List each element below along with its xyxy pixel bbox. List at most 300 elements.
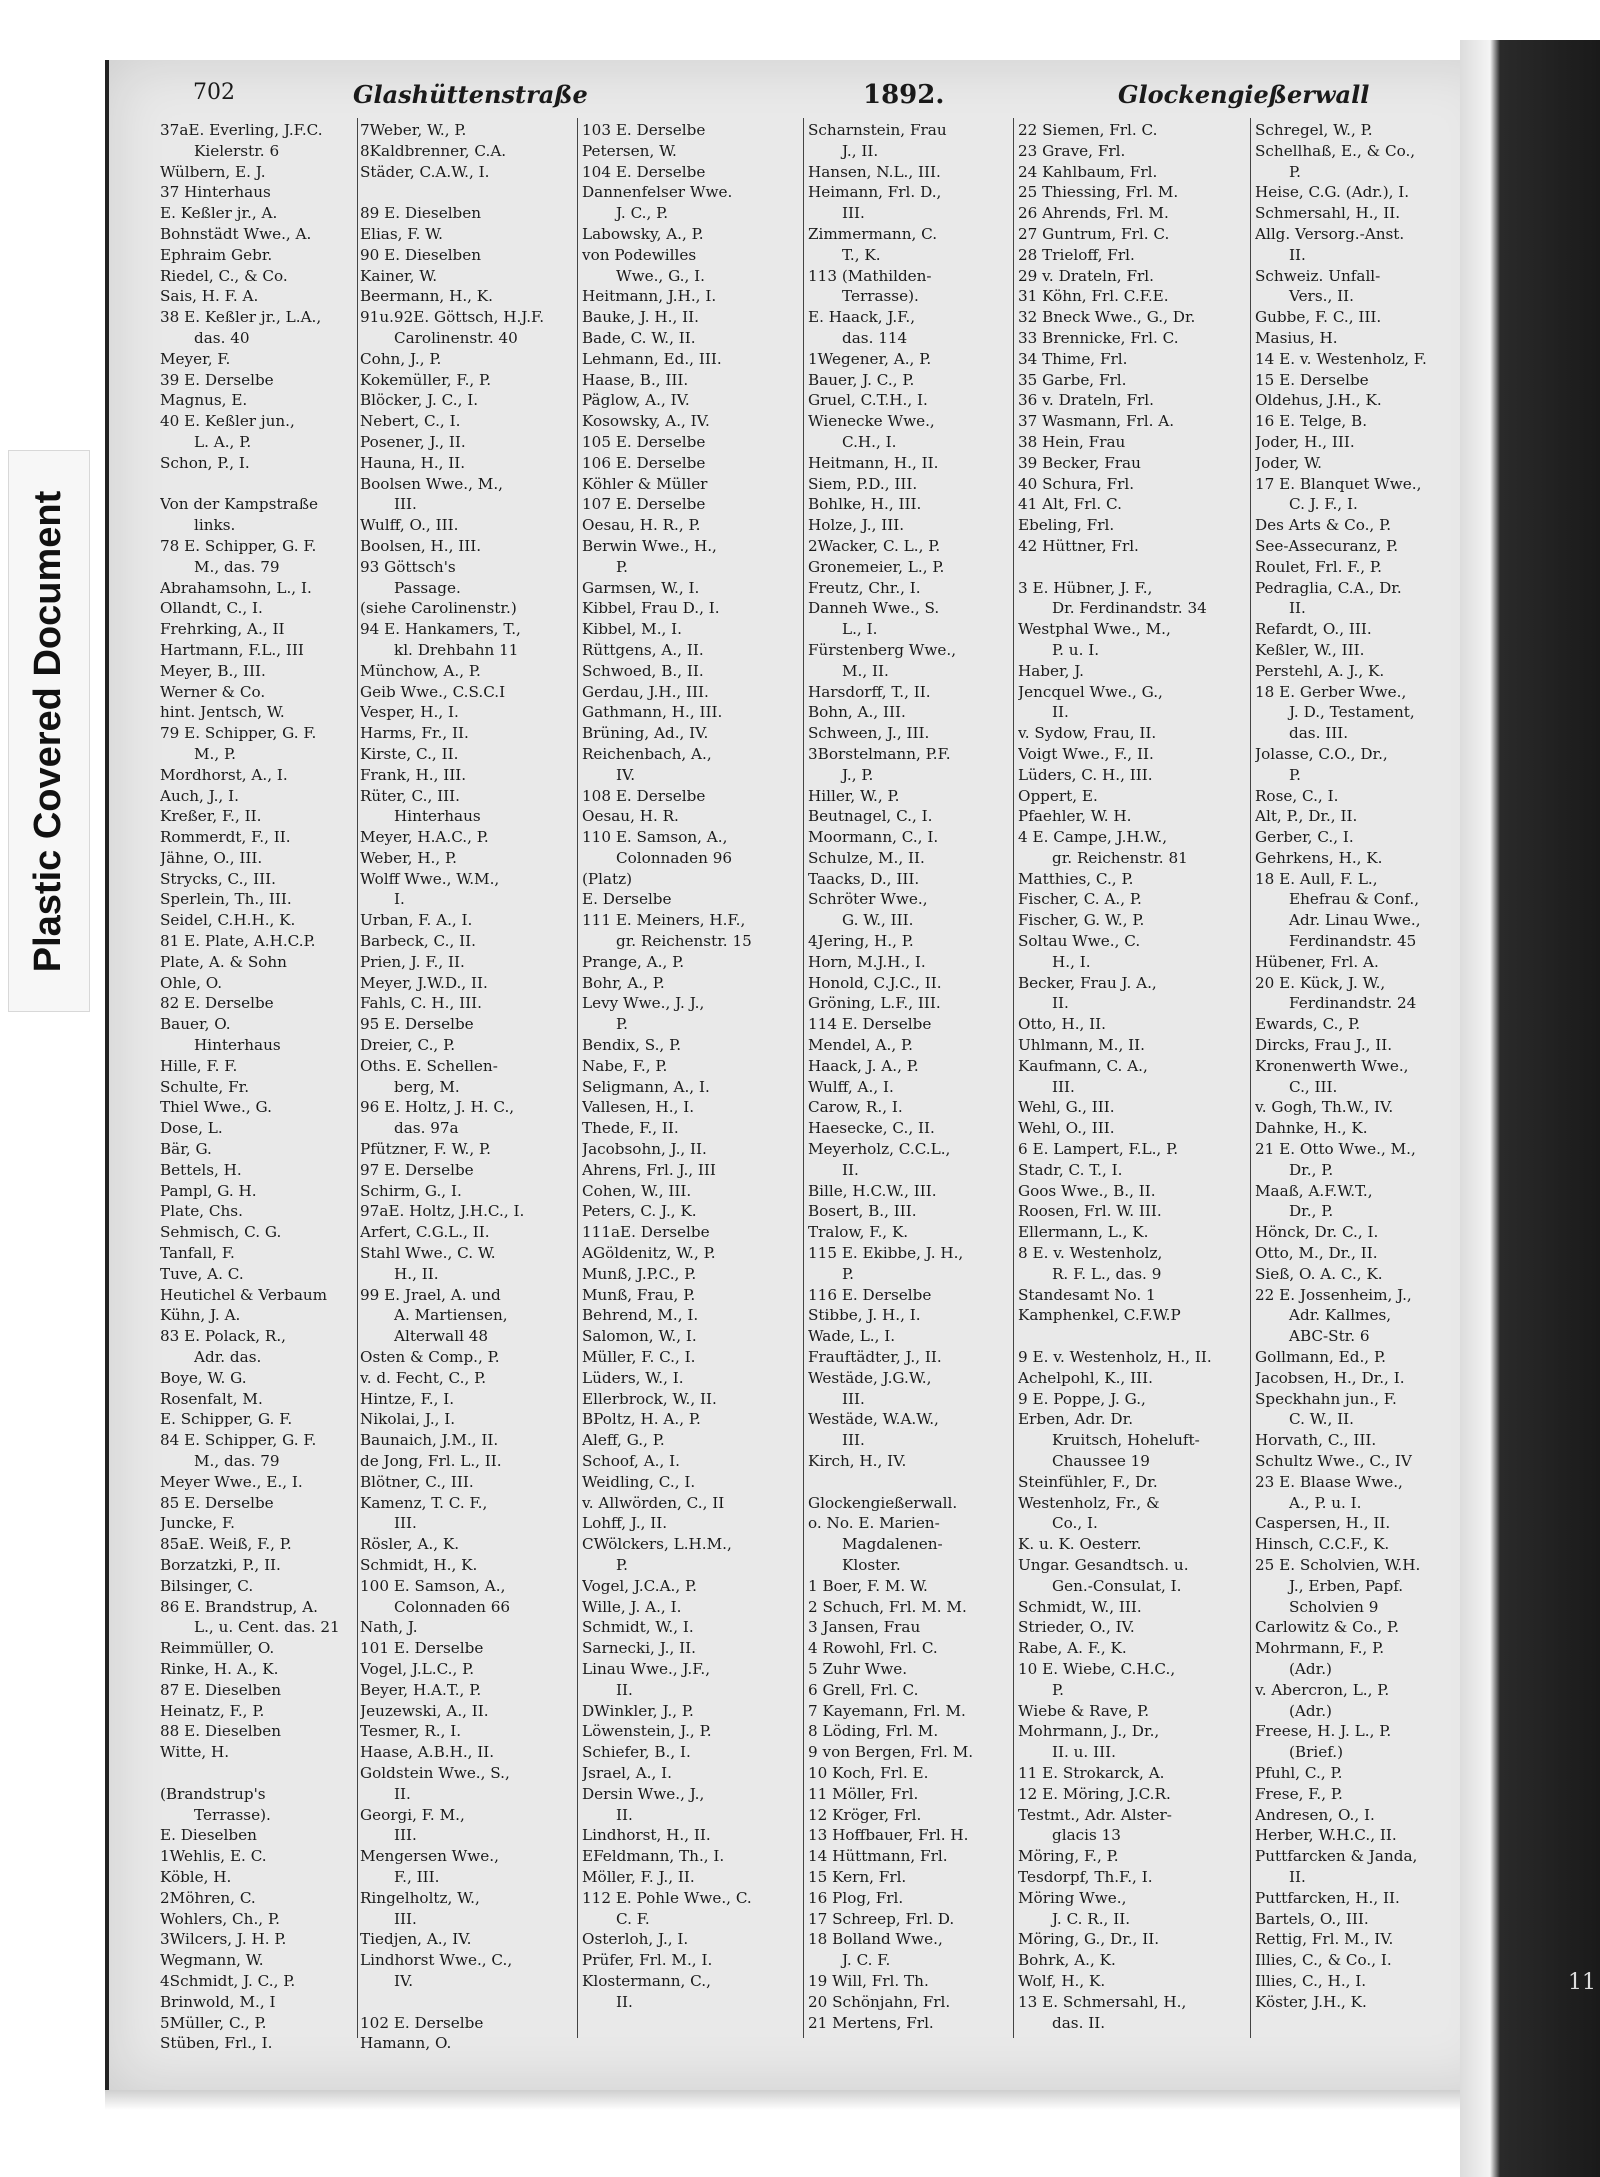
directory-entry-line: Ellerbrock, W., II. (582, 1389, 717, 1408)
directory-entry-line: 21 Mertens, Frl. (808, 2013, 934, 2032)
directory-entry-line: J. C. R., II. (1052, 1909, 1131, 1928)
directory-entry-line: 97 E. Derselbe (360, 1160, 474, 1179)
directory-entry-line: Des Arts & Co., P. (1255, 516, 1392, 535)
directory-entry-line: Wehl, O., III. (1018, 1119, 1115, 1138)
directory-entry-line: Labowsky, A., P. (582, 224, 704, 243)
directory-entry-line: Pfützner, F. W., P. (360, 1140, 491, 1159)
right-edge-number: 11 (1568, 1970, 1596, 1995)
directory-entry-line: II. (1289, 245, 1306, 264)
directory-column-4 (808, 120, 1010, 2033)
directory-entry-line: 28 Trieloff, Frl. (1018, 245, 1135, 264)
directory-entry-line: Gröning, L.F., III. (808, 994, 941, 1013)
directory-entry-line: Alt, P., Dr., II. (1255, 807, 1358, 826)
directory-entry-line: 16 Plog, Frl. (808, 1888, 904, 1907)
directory-entry-line: Lüders, C. H., III. (1018, 765, 1153, 784)
directory-entry-line: Löwenstein, J., P. (582, 1722, 712, 1741)
directory-entry-line: Hartmann, F.L., III (160, 640, 304, 659)
directory-entry-line: Behrend, M., I. (582, 1306, 699, 1325)
directory-entry-line: Harsdorff, T., II. (808, 682, 931, 701)
directory-entry-line: Dr., P. (1289, 1202, 1334, 1221)
directory-entry-line: 19 Will, Frl. Th. (808, 1971, 929, 1990)
directory-entry-line: Schmidt, W., I. (582, 1618, 694, 1637)
directory-entry-line: (Brief.) (1289, 1743, 1344, 1762)
directory-entry-line: Sehmisch, C. G. (160, 1223, 282, 1242)
directory-entry-line: Blötner, C., III. (360, 1472, 474, 1491)
page-number: 702 (193, 80, 235, 105)
directory-entry-line: Dose, L. (160, 1119, 223, 1138)
directory-entry-line: Taacks, D., III. (808, 869, 920, 888)
directory-entry-line: Päglow, A., IV. (582, 391, 690, 410)
directory-entry-line: 10 Koch, Frl. E. (808, 1763, 929, 1782)
directory-entry-line: Bartels, O., III. (1255, 1909, 1369, 1928)
directory-entry-line: E. Schipper, G. F. (160, 1410, 293, 1429)
directory-entry-line: II. (1289, 599, 1306, 618)
directory-entry-line: 100 E. Samson, A., (360, 1576, 506, 1595)
column-rule (1013, 118, 1014, 2038)
directory-entry-line: Elias, F. W. (360, 224, 443, 243)
directory-entry-line: Vogel, J.C.A., P. (582, 1576, 697, 1595)
directory-entry-line: 18 Bolland Wwe., (808, 1930, 943, 1949)
directory-entry-line: Gerdau, J.H., III. (582, 682, 709, 701)
directory-entry-line: II. (616, 1992, 633, 2011)
directory-entry-line: Rinke, H. A., K. (160, 1659, 279, 1678)
directory-entry-line: 104 E. Derselbe (582, 162, 706, 181)
directory-entry-line: 12 E. Möring, J.C.R. (1018, 1784, 1171, 1803)
directory-entry-line: Dannenfelser Wwe. (582, 183, 733, 202)
directory-entry-line: 9 E. v. Westenholz, H., II. (1018, 1348, 1212, 1367)
page-header (193, 80, 1370, 116)
directory-entry-line: Borzatzki, P., II. (160, 1555, 281, 1574)
directory-entry-line: Carlowitz & Co., P. (1255, 1618, 1400, 1637)
directory-entry-line: Kirch, H., IV. (808, 1452, 907, 1470)
directory-entry-line: III. (394, 1514, 417, 1533)
directory-entry-line: P. (1289, 162, 1301, 181)
directory-entry-line: Thede, F., II. (582, 1119, 679, 1138)
directory-entry-line: das. 40 (194, 328, 250, 347)
directory-entry-line: Städer, C.A.W., I. (360, 162, 490, 181)
column-rule (1250, 118, 1251, 2038)
directory-entry-line: Linau Wwe., J.F., (582, 1659, 711, 1678)
directory-entry-line: 93 Göttsch's (360, 557, 456, 576)
directory-entry-line: Lehmann, Ed., III. (582, 349, 722, 368)
directory-entry-line: 22 E. Jossenheim, J., (1255, 1285, 1412, 1304)
directory-entry-line: Sieß, O. A. C., K. (1255, 1264, 1383, 1283)
directory-entry-line: Jolasse, C.O., Dr., (1255, 744, 1388, 763)
directory-entry-line: I. (394, 890, 405, 909)
directory-entry-line: L. A., P. (194, 432, 252, 451)
directory-entry-line: 9 von Bergen, Frl. M. (808, 1743, 974, 1762)
directory-entry-line: Levy Wwe., J. J., (582, 994, 705, 1013)
directory-entry-line: Auch, J., I. (160, 786, 239, 805)
directory-entry-line: Colonnaden 66 (394, 1597, 511, 1616)
directory-entry-line: Haase, A.B.H., II. (360, 1743, 495, 1762)
directory-entry-line: Colonnaden 96 (616, 848, 733, 867)
directory-entry-line: 3Wilcers, J. H. P. (160, 1930, 287, 1949)
directory-entry-line: 25 E. Scholvien, W.H. (1255, 1555, 1421, 1574)
directory-entry-line: M., das. 79 (194, 557, 280, 576)
directory-entry-line: IV. (616, 765, 636, 784)
directory-entry-line: Allg. Versorg.-Anst. (1255, 224, 1405, 243)
directory-entry-line: Kamenz, T. C. F., (360, 1493, 488, 1512)
directory-entry-line: Ollandt, C., I. (160, 599, 263, 618)
directory-entry-line: 38 E. Keßler jr., L.A., (160, 308, 322, 327)
right-page-edge (1460, 40, 1600, 2177)
directory-entry-line: Oths. E. Schellen- (360, 1056, 498, 1075)
directory-entry-line: Zimmermann, C. (808, 224, 938, 243)
directory-entry-line: Meyer, H.A.C., P. (360, 828, 489, 847)
directory-entry-line: 84 E. Schipper, G. F. (160, 1431, 317, 1450)
directory-entry-line: Rüttgens, A., II. (582, 640, 704, 659)
directory-entry-line: Lindhorst Wwe., C., (360, 1951, 513, 1970)
directory-entry-line: Thiel Wwe., G. (160, 1098, 272, 1117)
directory-entry-line: Müller, F. C., I. (582, 1348, 696, 1367)
directory-entry-line: 4 E. Campe, J.H.W., (1018, 828, 1168, 847)
directory-entry-line: III. (842, 204, 865, 223)
directory-entry-line: (Adr.) (1289, 1701, 1332, 1720)
directory-entry-line (160, 474, 348, 495)
directory-entry-line: 91u.92E. Göttsch, H.J.F. (360, 308, 545, 327)
directory-entry-line: M., das. 79 (194, 1452, 280, 1470)
directory-entry-line: Riedel, C., & Co. (160, 266, 288, 285)
directory-entry-line: Frese, F., P. (1255, 1784, 1343, 1803)
directory-entry-line: Aleff, G., P. (582, 1431, 665, 1450)
directory-entry-line: Kainer, W. (360, 266, 438, 285)
directory-entry-line: Cohn, J., P. (360, 349, 442, 368)
directory-entry-line: Harms, Fr., II. (360, 724, 469, 743)
directory-entry-line: Lohff, J., II. (582, 1514, 668, 1533)
directory-entry-line: Haack, J. A., P. (808, 1056, 919, 1075)
directory-entry-line: Voigt Wwe., F., II. (1018, 744, 1154, 763)
directory-entry-line: 94 E. Hankamers, T., (360, 620, 521, 639)
directory-entry-line: 37 Wasmann, Frl. A. (1018, 412, 1175, 431)
directory-entry-line: de Jong, Frl. L., II. (360, 1452, 502, 1470)
directory-entry-line: 39 Becker, Frau (1018, 453, 1141, 472)
directory-entry-line: III. (1052, 1077, 1075, 1096)
directory-entry-line: 2Wacker, C. L., P. (808, 536, 941, 555)
directory-entry-line: Carolinenstr. 40 (394, 328, 518, 347)
directory-entry-line: 115 E. Ekibbe, J. H., (808, 1244, 964, 1263)
directory-entry-line: Pampl, G. H. (160, 1181, 257, 1200)
directory-entry-line: Bohnstädt Wwe., A. (160, 224, 312, 243)
directory-entry-line: C. W., II. (1289, 1410, 1354, 1429)
directory-entry-line: Ebeling, Frl. (1018, 516, 1115, 535)
directory-entry-line: Hauna, H., II. (360, 453, 466, 472)
directory-entry-line: Ewards, C., P. (1255, 1015, 1361, 1034)
directory-entry-line: Oesau, H. R., P. (582, 516, 701, 535)
directory-entry-line: Urban, F. A., I. (360, 911, 473, 930)
directory-entry-line: E. Derselbe (582, 890, 672, 909)
directory-entry-line: 34 Thime, Frl. (1018, 349, 1128, 368)
directory-entry-line: Horvath, C., III. (1255, 1431, 1377, 1450)
directory-entry-line: Von der Kampstraße (160, 495, 318, 514)
directory-entry-line: DWinkler, J., P. (582, 1701, 694, 1720)
directory-entry-line: Matthies, C., P. (1018, 869, 1134, 888)
directory-entry-line: Köhler & Müller (582, 474, 708, 493)
directory-entry-line: Meyer, F. (160, 349, 231, 368)
directory-entry-line: Schmidt, W., III. (1018, 1597, 1142, 1616)
directory-entry-line: Pedraglia, C.A., Dr. (1255, 578, 1402, 597)
directory-entry-line: Danneh Wwe., S. (808, 599, 940, 618)
directory-entry-line: 22 Siemen, Frl. C. (1018, 121, 1158, 139)
directory-entry-line: Horn, M.J.H., I. (808, 952, 926, 971)
directory-entry-line: Hille, F. F. (160, 1056, 238, 1075)
directory-entry-line: Kronenwerth Wwe., (1255, 1056, 1409, 1075)
directory-entry-line: CWölckers, L.H.M., (582, 1535, 732, 1554)
directory-entry-line: Schulze, M., II. (808, 848, 925, 867)
directory-entry-line: Bauer, O. (160, 1015, 231, 1034)
directory-entry-line: IV. (394, 1971, 414, 1990)
directory-entry-line: Heutichel & Verbaum (160, 1285, 328, 1304)
directory-entry-line: Osterloh, J., I. (582, 1930, 689, 1949)
directory-entry-line: Adr. Kallmes, (1289, 1306, 1392, 1325)
directory-entry-line: H., II. (394, 1264, 439, 1283)
directory-entry-line: Alterwall 48 (394, 1327, 489, 1346)
directory-entry-line: Wolf, H., K. (1018, 1971, 1106, 1990)
directory-entry-line: Sperlein, Th., III. (160, 890, 292, 909)
directory-entry-line: Hansen, N.L., III. (808, 162, 941, 181)
directory-entry-line: Haase, B., III. (582, 370, 689, 389)
directory-entry-line: Stahl Wwe., C. W. (360, 1244, 496, 1263)
directory-entry-line: 6 Grell, Frl. C. (808, 1680, 919, 1699)
directory-entry-line: E. Haack, J.F., (808, 308, 916, 327)
directory-entry-line: 4Schmidt, J. C., P. (160, 1971, 296, 1990)
directory-entry-line: Otto, H., II. (1018, 1015, 1107, 1034)
directory-entry-line: Kokemüller, F., P. (360, 370, 492, 389)
directory-entry-line: 1Wehlis, E. C. (160, 1847, 267, 1866)
directory-entry-line: Hinterhaus (394, 807, 481, 826)
directory-entry-line: Georgi, F. M., (360, 1805, 465, 1824)
directory-entry-line: o. No. E. Marien- (808, 1514, 940, 1533)
directory-entry-line: 85 E. Derselbe (160, 1493, 274, 1512)
directory-entry-line: 20 E. Kück, J. W., (1255, 973, 1386, 992)
directory-entry-line: Wade, L., I. (808, 1327, 896, 1346)
directory-entry-line: 113 (Mathilden- (808, 266, 932, 285)
directory-entry-line: Terrasse). (842, 287, 919, 306)
directory-entry-line: 79 E. Schipper, G. F. (160, 724, 317, 743)
directory-entry-line: Puttfarcken & Janda, (1255, 1847, 1418, 1866)
directory-entry-line: (siehe Carolinenstr.) (360, 599, 517, 618)
directory-entry-line: Ehefrau & Conf., (1289, 890, 1420, 909)
plastic-covered-text: Plastic Covered Document (27, 490, 70, 972)
directory-entry-line: Moormann, C., I. (808, 828, 939, 847)
directory-entry-line: Wulff, A., I. (808, 1077, 894, 1096)
directory-entry-line: Westenholz, Fr., & (1018, 1493, 1160, 1512)
directory-entry-line: Dircks, Frau J., II. (1255, 1036, 1393, 1055)
directory-entry-line: 14 Hüttmann, Frl. (808, 1847, 948, 1866)
directory-entry-line: 35 Garbe, Frl. (1018, 370, 1127, 389)
directory-entry-line: Bauer, J. C., P. (808, 370, 915, 389)
directory-entry-line: Meyer, J.W.D., II. (360, 973, 488, 992)
directory-entry-line: Ohle, O. (160, 973, 223, 992)
directory-entry-line: 38 Hein, Frau (1018, 432, 1126, 451)
directory-entry-line: Meyer Wwe., E., I. (160, 1472, 303, 1491)
directory-entry-line: C. J. F., I. (1289, 495, 1358, 514)
column-rule (577, 118, 578, 2038)
directory-entry-line: Gehrkens, H., K. (1255, 848, 1383, 867)
directory-entry-line: Jsrael, A., I. (582, 1763, 672, 1782)
directory-entry-line: 4Jering, H., P. (808, 932, 914, 951)
directory-column-1 (160, 120, 348, 2054)
directory-entry-line: Carow, R., I. (808, 1098, 903, 1117)
directory-entry-line: Fischer, C. A., P. (1018, 890, 1142, 909)
directory-entry-line: Hiller, W., P. (808, 786, 900, 805)
directory-entry-line: Stüben, Frl., I. (160, 2034, 273, 2053)
directory-entry-line: Maaß, A.F.W.T., (1255, 1181, 1373, 1200)
directory-entry-line: 24 Kahlbaum, Frl. (1018, 162, 1158, 181)
directory-entry-line: Brinwold, M., I (160, 1992, 276, 2011)
directory-entry-line: 87 E. Dieselben (160, 1680, 282, 1699)
directory-entry-line: Peters, C. J., K. (582, 1202, 697, 1221)
directory-entry-line: Ungar. Gesandtsch. u. (1018, 1555, 1189, 1574)
directory-entry-line: Otto, M., Dr., II. (1255, 1244, 1378, 1263)
directory-entry-line: 23 Grave, Frl. (1018, 141, 1126, 160)
directory-entry-line: Rose, C., I. (1255, 786, 1339, 805)
directory-entry-line: Cohen, W., III. (582, 1181, 692, 1200)
directory-entry-line: M., P. (194, 744, 237, 763)
directory-entry-line: Schween, J., III. (808, 724, 930, 743)
directory-entry-line: v. Abercron, L., P. (1255, 1680, 1390, 1699)
directory-entry-line: Mendel, A., P. (808, 1036, 913, 1055)
directory-entry-line: 41 Alt, Frl. C. (1018, 495, 1122, 514)
directory-entry-line: 5 Zuhr Wwe. (808, 1659, 908, 1678)
directory-entry-line: Hübener, Frl. A. (1255, 952, 1379, 971)
directory-entry-line: Gollmann, Ed., P. (1255, 1348, 1386, 1367)
directory-entry-line: Lüders, W., I. (582, 1368, 684, 1387)
directory-entry-line: II. (1052, 703, 1069, 722)
directory-entry-line: ABC-Str. 6 (1289, 1327, 1370, 1346)
directory-entry-line: 116 E. Derselbe (808, 1285, 932, 1304)
directory-entry-line: II. (842, 1160, 859, 1179)
directory-entry-line: 103 E. Derselbe (582, 121, 706, 139)
directory-entry-line: 102 E. Derselbe (360, 2013, 484, 2032)
directory-entry-line: Schmidt, H., K. (360, 1555, 478, 1574)
directory-entry-line: Speckhahn jun., F. (1255, 1389, 1397, 1408)
directory-entry-line: Bettels, H. (160, 1160, 242, 1179)
directory-entry-line: Jacobsohn, J., II. (582, 1140, 707, 1159)
directory-entry-line: 8 E. v. Westenholz, (1018, 1244, 1163, 1263)
directory-entry-line: 82 E. Derselbe (160, 994, 274, 1013)
directory-entry-line: Baunaich, J.M., II. (360, 1431, 499, 1450)
directory-entry-line: Ellermann, L., K. (1018, 1223, 1149, 1242)
directory-entry-line: Masius, H. (1255, 328, 1338, 347)
directory-entry-line: Ahrens, Frl. J., III (582, 1160, 716, 1179)
directory-entry-line: Bosert, B., III. (808, 1202, 917, 1221)
directory-entry-line: Kielerstr. 6 (194, 141, 280, 160)
directory-column-6 (1255, 120, 1470, 2013)
directory-entry-line: das. III. (1289, 724, 1349, 743)
directory-entry-line: Tesdorpf, Th.F., I. (1018, 1867, 1153, 1886)
directory-entry-line: Nikolai, J., I. (360, 1410, 456, 1429)
directory-entry-line: P. (1289, 765, 1301, 784)
directory-entry-line: 42 Hüttner, Frl. (1018, 536, 1139, 555)
directory-entry-line: Joder, H., III. (1255, 432, 1355, 451)
directory-entry-line: Fahls, C. H., III. (360, 994, 482, 1013)
directory-entry-line: Rösler, A., K. (360, 1535, 460, 1554)
directory-entry-line: Wolff Wwe., W.M., (360, 869, 500, 888)
directory-entry-line: Tanfall, F. (160, 1244, 235, 1263)
directory-entry-line: P. (1052, 1680, 1064, 1699)
directory-entry-line: Vesper, H., I. (360, 703, 459, 722)
directory-entry-line: Nebert, C., I. (360, 412, 461, 431)
directory-entry-line: Wohlers, Ch., P. (160, 1909, 280, 1928)
directory-entry-line: Ringelholtz, W., (360, 1888, 480, 1907)
directory-entry-line: 111 E. Meiners, H.F., (582, 911, 746, 930)
directory-entry-line (1018, 557, 1248, 578)
directory-entry-line: Brüning, Ad., IV. (582, 724, 709, 743)
directory-entry-line: P. (842, 1264, 854, 1283)
directory-entry-line: v. Sydow, Frau, II. (1018, 724, 1157, 743)
directory-entry-line: Goos Wwe., B., II. (1018, 1181, 1156, 1200)
directory-entry-line: Meyer, B., III. (160, 661, 266, 680)
directory-entry-line: Roosen, Frl. W. III. (1018, 1202, 1162, 1221)
directory-entry-line: (Adr.) (1289, 1659, 1332, 1678)
directory-entry-line: Rosenfalt, M. (160, 1389, 263, 1408)
directory-entry-line: 36 v. Drateln, Frl. (1018, 391, 1154, 410)
directory-entry-line: Adr. Linau Wwe., (1289, 911, 1421, 930)
directory-entry-line: Schweiz. Unfall- (1255, 266, 1381, 285)
directory-entry-line: berg, M. (394, 1077, 460, 1096)
directory-entry-line: Soltau Wwe., C. (1018, 932, 1141, 951)
directory-entry-line: Beutnagel, C., I. (808, 807, 933, 826)
directory-entry-line: v. Gogh, Th.W., IV. (1255, 1098, 1394, 1117)
directory-entry-line: Berwin Wwe., H., (582, 536, 717, 555)
directory-entry-line: 23 E. Blaase Wwe., (1255, 1472, 1403, 1491)
directory-entry-line: 105 E. Derselbe (582, 432, 706, 451)
directory-entry-line: R. F. L., das. 9 (1052, 1264, 1162, 1283)
directory-entry-line: 110 E. Samson, A., (582, 828, 728, 847)
directory-entry-line: Posener, J., II. (360, 432, 466, 451)
directory-entry-line: 86 E. Brandstrup, A. (160, 1597, 318, 1616)
directory-entry-line (808, 1472, 1010, 1493)
directory-entry-line: J. D., Testament, (1289, 703, 1415, 722)
directory-entry-line: 39 E. Derselbe (160, 370, 274, 389)
directory-entry-line: Frank, H., III. (360, 765, 467, 784)
directory-entry-line: Jähne, O., III. (160, 848, 263, 867)
directory-entry-line: Dahnke, H., K. (1255, 1119, 1368, 1138)
directory-entry-line: Erben, Adr. Dr. (1018, 1410, 1134, 1429)
directory-entry-line: Heitmann, H., II. (808, 453, 939, 472)
directory-entry-line: Nabe, F., P. (582, 1056, 668, 1075)
directory-entry-line: Seidel, C.H.H., K. (160, 911, 296, 930)
directory-entry-line: Seligmann, A., I. (582, 1077, 710, 1096)
directory-entry-line: Blöcker, J. C., I. (360, 391, 479, 410)
directory-entry-line: L., I. (842, 620, 878, 639)
directory-entry-line: P. (616, 1015, 628, 1034)
directory-entry-line: hint. Jentsch, W. (160, 703, 285, 722)
directory-entry-line: Freutz, Chr., I. (808, 578, 921, 597)
directory-entry-line: von Podewilles (582, 245, 697, 264)
directory-entry-line: AGöldenitz, W., P. (582, 1244, 716, 1263)
directory-entry-line: Oesau, H. R. (582, 807, 679, 826)
directory-entry-line: Rettig, Frl. M., IV. (1255, 1930, 1394, 1949)
directory-entry-line: Testmt., Adr. Alster- (1018, 1805, 1172, 1824)
directory-entry-line: gr. Reichenstr. 15 (616, 932, 752, 951)
directory-entry-line: Strycks, C., III. (160, 869, 276, 888)
directory-entry-line: 90 E. Dieselben (360, 245, 482, 264)
directory-entry-line: Möring, F., P. (1018, 1847, 1119, 1866)
directory-entry-line: Barbeck, C., II. (360, 932, 476, 951)
directory-entry-line: 29 v. Drateln, Frl. (1018, 266, 1154, 285)
directory-entry-line: 40 E. Keßler jun., (160, 412, 295, 431)
directory-entry-line: Münchow, A., P. (360, 661, 481, 680)
directory-entry-line: Roulet, Frl. F., P. (1255, 557, 1382, 576)
directory-entry-line: 2 Schuch, Frl. M. M. (808, 1597, 967, 1616)
directory-entry-line: J. C. F. (842, 1951, 891, 1970)
directory-entry-line: 16 E. Telge, B. (1255, 412, 1368, 431)
directory-entry-line: Glockengießerwall. (808, 1493, 958, 1512)
directory-entry-line: Tiedjen, A., IV. (360, 1930, 472, 1949)
directory-entry-line: Bohn, A., III. (808, 703, 906, 722)
